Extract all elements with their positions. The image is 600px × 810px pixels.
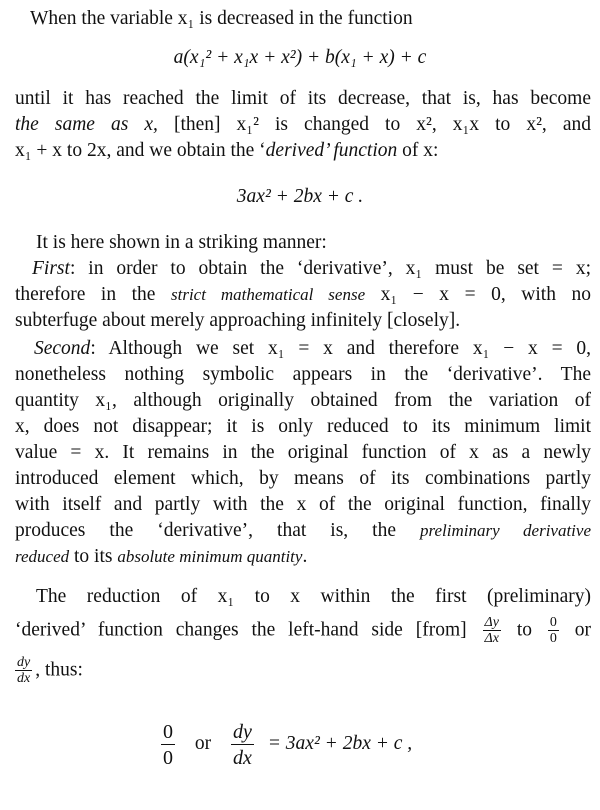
emphasis-first: First [32,258,70,279]
fraction-final-dydx-num: dy [233,721,252,743]
fraction-dy-over-dx [15,656,32,686]
text-line-21 [15,616,591,646]
text-line-11 [34,336,591,362]
fraction-zero-num: 0 [549,615,557,630]
equation-final-rhs: = 3ax² + 2bx + c , [267,733,413,755]
text-line-21-a: ‘derived’ function changes the left-hand side [from] [15,619,480,641]
fraction-final-zero-num: 0 [163,721,173,743]
fraction-dydx-den: dx [17,671,31,686]
fraction-final-dydx-den: dx [231,744,254,768]
text-line-11-rest: : Although we set x₁ = x and therefore x₁ − x = 0, [90,338,591,359]
text-line-15: value = x. It remains in the original function of x as a newly [15,442,591,463]
fraction-delta-num: Δy [484,615,499,630]
text-line-8-rest: : in order to obtain the ‘derivative’, x₁ must be set = x; [69,258,591,279]
text-line-1: When the variable x₁ is decreased in the function [30,8,413,29]
text-line-22-rest: , thus: [35,659,83,681]
text-line-9 [15,282,591,308]
emphasis-derived-function: derived’ function [265,140,398,161]
equation-final [158,722,412,768]
text-line-8 [32,256,591,282]
equation-function-text: a(x₁² + x₁x + x²) + b(x₁ + x) + c [173,47,427,68]
text-line-9-c: x₁ − x = 0, with no [365,284,591,305]
text-line-18-a: produces the ‘derivative’, that is, the [15,520,421,541]
text-line-7: It is here shown in a striking manner: [36,232,327,253]
fraction-delta-den: Δx [484,631,499,646]
text-line-14: x, does not disappear; it is only reduced to its minimum limit [15,416,591,437]
text-line-5-a: x₁ + x to 2x, and we obtain the ‘ [15,140,266,161]
fraction-dydx-num: dy [17,655,31,670]
fraction-final-zero-den: 0 [161,744,175,768]
equation-derived [0,184,600,210]
text-line-3: until it has reached the limit of its decrease, that is, has become [15,88,591,109]
text-line-13: quantity x₁, although originally obtained from the variation of [15,390,591,411]
text-line-5-c: of x: [397,140,439,161]
text-line-4 [15,112,591,138]
emphasis-strict-sense: strict mathematical sense [170,285,366,304]
text-line-18 [15,518,591,544]
fraction-final-dydx [231,722,254,768]
text-line-21-b: to [503,619,545,641]
text-line-20: The reduction of x₁ to x within the first (preliminary) [36,586,591,607]
equation-final-or: or [194,733,212,755]
emphasis-second: Second [34,338,91,359]
fraction-final-zero [161,722,175,768]
emphasis-reduced: reduced [15,547,70,566]
text-line-10: subterfuge about merely approaching infinitely [closely]. [15,310,461,331]
text-line-16: introduced element which, by means of its combinations partly [15,468,591,489]
text-line-19-b: to its [69,546,118,567]
fraction-zero-den: 0 [549,631,557,646]
text-line-9-a: therefore in the [15,284,171,305]
text-line-4-rest: [then] x₁² is changed to x², x₁x to x², and [157,114,591,135]
text-line-5 [15,138,591,164]
fraction-delta-y-over-delta-x [483,616,501,646]
text-line-22 [12,656,83,686]
text-line-19-d: . [302,546,308,567]
text-line-17: with itself and partly with the x of the original function, finally [15,494,591,515]
emphasis-absolute-minimum: absolute minimum quantity [117,547,303,566]
text-line-12: nonetheless nothing symbolic appears in the ‘derivative’. The [15,364,591,385]
text-line-19 [15,544,591,570]
emphasis-preliminary-derivative: preliminary derivative [420,521,591,540]
text-line-21-c: or [561,619,592,641]
equation-derived-text: 3ax² + 2bx + c . [236,186,364,207]
emphasis-same-as: the same as x, [15,114,158,135]
fraction-zero-over-zero [548,616,559,646]
equation-function [0,45,600,71]
